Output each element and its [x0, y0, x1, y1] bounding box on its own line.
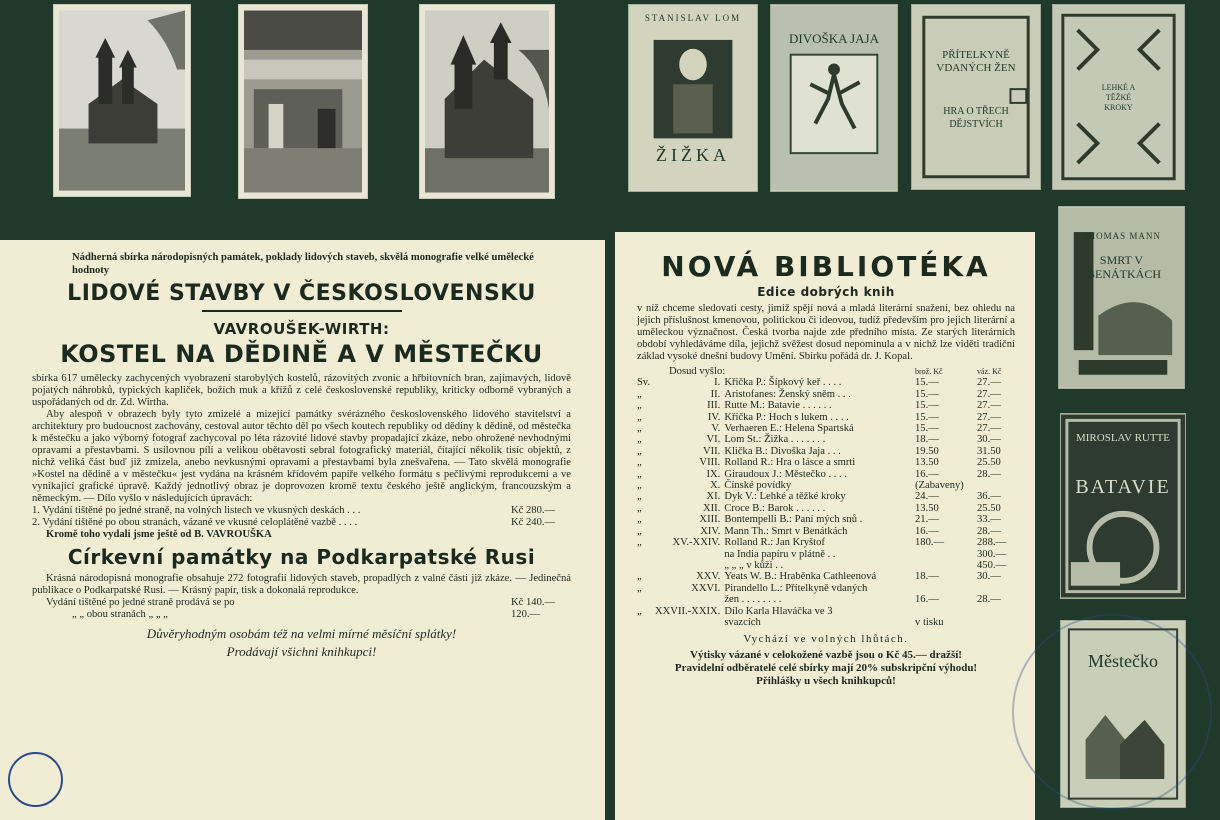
book-price-vaz: 27.— — [977, 377, 1001, 389]
book-entry: svazcích — [724, 616, 761, 628]
book-number: XV.-XXIV. — [672, 537, 721, 549]
book-price-broz: 16.— — [915, 525, 939, 537]
library-subtitle: Edice dobrých knih — [757, 285, 895, 299]
photo-church-interior — [238, 4, 368, 199]
book-price-broz: 13.50 — [915, 502, 939, 514]
library-description: v níž chceme sledovati cesty, jimiž spějí nová a mladá literární snažení, bez ohledu na jejich příslušnost kmenovou, politickou či ideovou, tudíž především pro jejich literární a uměleckou význačnost. Česká tvorba najde zde předního místa. Ze starých literárních období vyhledáváme díla, jejichž svěžest dosud nepominula a v nichž lze viděti tradiční základ vysoké dnešní budovy Umění. Sbírku pořádá dr. J. Kopal. — [637, 303, 1015, 362]
book-price-broz: 16.— — [915, 594, 939, 606]
installments-note: Důvěryhodným osobám též na velmi mírné měsíční splátky! — [146, 626, 457, 641]
book-price-broz — [915, 560, 977, 571]
leather-binding-note: Výtisky vázané v celokožené vazbě jsou o Kč 45.— dražší! — [690, 649, 962, 662]
museum-stamp-small — [8, 752, 63, 807]
book-row — [637, 560, 1015, 571]
book-number: VII. — [702, 445, 721, 457]
book-cover-lehke-a-tezke-kroky — [1052, 4, 1185, 190]
book-price-vaz: 27.— — [977, 388, 1001, 400]
also-published-line: Kromě toho vydali jsme ještě od B. VAVROUŠKA — [46, 529, 272, 540]
description-paragraph-2: Aby alespoň v obrazech byly tyto zmizelé a mizející památky svérázného československého lidového stavitelství a architektury pro budoucnost zachovány, cestoval autor těchto děl po všech koutech republiky od dědiny k dědině, od městečka k městečku a jako výborný fotograf zachycoval po léta rázovité lidové stavby propadající zkáze, nebo ohrožené nevhodnými opravami a přestavbami. S usilovnou pílí a velikou obětavostí sebral fotografický materiál, čítající několik tisíc objektů, z nichž veliká část buď již zmizela, anebo nevkusnými opravami a přestavbami byla znešvařena. — Tato skvělá monografie »Kostel na dědině a v městečku« jest vydána na krásném křídovém papíře velkého formátu s pečlivými reprodukcemi a ve vynikající grafické úpravě. Každý jednotlivý obraz je doprovozen kromě textu českého ještě anglickým, francouzským a německým. — Dílo vyšlo v následujících úpravách: — [32, 409, 571, 504]
book-prefix: „ — [637, 491, 642, 503]
book-number: IX. — [706, 468, 721, 480]
book-cover-divoska-jaja — [770, 4, 898, 192]
book-price-broz: 15.— — [915, 377, 939, 389]
book-entry: Dyk V.: Lehké a těžké kroky — [724, 491, 846, 503]
book-prefix: „ — [637, 571, 642, 583]
photo-wooden-belfry — [419, 4, 555, 199]
second-price: Kč 140.— — [511, 597, 556, 608]
book-price-broz: 19.50 — [915, 445, 939, 457]
book-price-broz — [915, 583, 977, 594]
book-number: IV. — [707, 411, 721, 423]
cover-title: BATAVIE — [1075, 476, 1171, 498]
edition-label: 2. Vydání tištěné po obou stranách, vázané ve vkusné celoplátěné vazbě . . . . — [32, 517, 358, 528]
book-entry: Klička B.: Divoška Jaja . . . — [724, 445, 841, 457]
book-prefix: „ — [637, 525, 642, 537]
book-entry: Čínské povídky — [724, 480, 792, 492]
book-entry: Rolland R.: Jan Kryštof — [724, 537, 825, 549]
book-price-broz: 15.— — [915, 400, 939, 412]
book-row — [637, 377, 1015, 388]
book-price-broz: 15.— — [915, 411, 939, 423]
book-entry: Mann Th.: Smrt v Benátkách — [724, 525, 848, 537]
book-row — [637, 423, 1015, 434]
book-number: XXVI. — [691, 582, 721, 594]
book-price-broz: v tisku — [915, 616, 944, 628]
book-row — [637, 434, 1015, 445]
book-price-vaz: 450.— — [977, 559, 1007, 571]
book-entry: Bontempelli B.: Paní mých snů . — [724, 514, 863, 526]
book-prefix: „ — [637, 480, 642, 492]
book-row — [637, 514, 1015, 525]
book-prefix: „ — [637, 423, 642, 435]
book-entry: Yeats W. B.: Hraběnka Cathleenová — [724, 571, 877, 583]
book-row — [637, 457, 1015, 468]
edition-price: Kč 280.— — [511, 505, 556, 516]
book-cover-zizka — [628, 4, 758, 192]
cover-title: DIVOŠKA JAJA — [789, 31, 879, 46]
edition-label: 1. Vydání tištěné po jedné straně, na volných listech ve vkusných deskách . . . — [32, 505, 361, 516]
edition-row — [32, 505, 571, 517]
book-entry: Giraudoux J.: Městečko . . . . — [724, 468, 848, 480]
book-entry: Verhaeren E.: Helena Spartská — [724, 423, 854, 435]
book-title: KOSTEL NA DĚDINĚ A V MĚSTEČKU — [60, 340, 543, 368]
book-entry: Croce B.: Barok . . . . . . — [724, 502, 826, 514]
book-price-broz: 21.— — [915, 514, 939, 526]
book-number: II. — [710, 388, 721, 400]
book-price-vaz: 30.— — [977, 571, 1001, 583]
book-number: VI. — [706, 434, 721, 446]
book-price-broz: 16.— — [915, 468, 939, 480]
book-prefix: „ — [637, 445, 642, 457]
book-price-broz: 15.— — [915, 388, 939, 400]
book-row — [637, 469, 1015, 480]
second-book-description: Krásná národopisná monografie obsahuje 272 fotografií lidových staveb, propadlých z valné části již zkáze. — Jedinečná publikace o Podkarpatské Rusi. — Krásný papír, tisk a dokonalá reprodukce. — [32, 573, 571, 596]
book-row — [637, 480, 1015, 491]
book-prefix: Sv. — [637, 377, 651, 389]
book-number: I. — [714, 377, 721, 389]
book-price-vaz: 28.— — [977, 468, 1001, 480]
cover-title: PŘÍTELKYNĚ VDANÝCH ŽEN — [936, 49, 1016, 74]
book-prefix — [637, 560, 655, 571]
left-advertisement-page — [0, 240, 605, 820]
book-cover-batavie — [1060, 413, 1186, 599]
book-entry: Rutte M.: Batavie . . . . . . — [724, 400, 832, 412]
intro-text: Nádherná sbírka národopisných památek, poklady lidových staveb, skvělá monografie velké umělecké hodnoty — [72, 252, 534, 276]
column-header-broz: brož. Kč — [915, 367, 943, 376]
subscription-note: Pravidelní odběratelé celé sbírky mají 20% subskripční výhodu! — [674, 662, 978, 675]
book-prefix: „ — [637, 502, 642, 514]
book-list — [637, 366, 1015, 628]
edition-row — [32, 517, 571, 529]
book-entry: Lom St.: Žižka . . . . . . . — [724, 434, 826, 446]
book-number — [655, 549, 724, 560]
book-price-vaz: 28.— — [977, 525, 1001, 537]
book-prefix — [637, 594, 655, 605]
second-price-label: „ „ obou stranách „ „ „ — [72, 609, 168, 620]
book-price-vaz: 33.— — [977, 514, 1001, 526]
book-list-header — [637, 366, 1015, 377]
cover-title: ŽIŽKA — [656, 145, 730, 165]
book-price-vaz: 27.— — [977, 423, 1001, 435]
applications-note: Přihlášky u všech knihkupců! — [756, 675, 896, 688]
book-price-vaz: 28.— — [977, 594, 1001, 606]
book-number — [655, 617, 724, 628]
book-cover-smrt-v-benatkach — [1058, 206, 1185, 389]
cover-subtitle: HRA O TŘECH DĚJSTVÍCH — [943, 106, 1009, 130]
book-row — [637, 594, 1015, 605]
book-prefix — [637, 549, 655, 560]
second-price-label: Vydání tištěné po jedné straně prodává se po — [46, 597, 235, 608]
book-prefix: „ — [637, 434, 642, 446]
book-price-vaz: 36.— — [977, 491, 1001, 503]
column-header-vaz: váz. Kč — [977, 367, 1002, 376]
list-header-label: Dosud vyšlo: — [669, 366, 726, 377]
book-entry: Aristofanes: Ženský sněm . . . — [724, 388, 851, 400]
book-row — [637, 526, 1015, 537]
book-price-vaz: 30.— — [977, 434, 1001, 446]
book-prefix: „ — [637, 468, 642, 480]
book-prefix: „ — [637, 411, 642, 423]
book-number: VIII. — [699, 457, 721, 469]
second-book-title: Církevní památky na Podkarpatské Rusi — [67, 545, 536, 569]
book-row — [637, 583, 1015, 594]
cover-author: STANISLAV LOM — [644, 13, 742, 23]
book-prefix: „ — [637, 605, 642, 617]
cover-title: SMRT V BENÁTKÁCH — [1087, 253, 1161, 281]
book-number — [655, 560, 724, 571]
book-prefix: „ — [637, 582, 642, 594]
book-price-broz: 180.— — [915, 537, 945, 549]
title-divider — [202, 310, 402, 312]
book-price-broz: (Zabaveny) — [915, 480, 964, 492]
book-entry: Křička P.: Šípkový keř . . . . — [724, 377, 842, 389]
book-row — [637, 503, 1015, 514]
book-row — [637, 571, 1015, 582]
book-entry: žen . . . . . . . . — [724, 594, 782, 606]
book-number: XXVII.-XXIX. — [655, 605, 721, 617]
second-price: 120.— — [511, 609, 541, 620]
right-advertisement-page — [615, 232, 1035, 820]
book-entry: Křička P.: Hoch s lukem . . . . — [724, 411, 849, 423]
cover-author: THOMAS MANN — [1082, 231, 1161, 241]
book-price-broz: 24.— — [915, 491, 939, 503]
book-entry: Rolland R.: Hra o lásce a smrti — [724, 457, 856, 469]
book-price-vaz — [977, 617, 1015, 628]
library-title: NOVÁ BIBLIOTÉKA — [661, 250, 991, 283]
book-price-vaz: 25.50 — [977, 502, 1001, 514]
book-price-broz: 15.— — [915, 423, 939, 435]
book-number: XII. — [702, 502, 721, 514]
book-price-vaz: 27.— — [977, 411, 1001, 423]
cover-title: Městečko — [1088, 651, 1158, 671]
cover-title: LEHKÉ A TĚŽKÉ KROKY — [1101, 83, 1136, 112]
book-prefix: „ — [637, 457, 642, 469]
loose-sheets-note: Vychází ve volných lhůtách. — [743, 633, 909, 646]
book-price-vaz — [977, 480, 1015, 491]
museum-stamp-large — [1012, 614, 1212, 810]
book-number — [655, 594, 724, 605]
book-row — [637, 400, 1015, 411]
main-title: LIDOVÉ STAVBY V ČESKOSLOVENSKU — [67, 281, 536, 306]
book-row — [637, 491, 1015, 502]
book-price-broz: 13.50 — [915, 457, 939, 469]
book-row — [637, 389, 1015, 400]
book-price-broz — [915, 606, 977, 617]
book-row — [637, 549, 1015, 560]
book-price-broz — [915, 549, 977, 560]
book-number: III. — [707, 400, 721, 412]
book-number: XI. — [706, 491, 721, 503]
second-price-row — [32, 597, 571, 609]
book-price-vaz: 25.50 — [977, 457, 1001, 469]
book-row — [637, 537, 1015, 548]
book-row — [637, 446, 1015, 457]
book-cover-pritelkyne — [911, 4, 1041, 190]
book-price-vaz: 27.— — [977, 400, 1001, 412]
book-prefix: „ — [637, 514, 642, 526]
book-entry: Pirandello L.: Přítelkyně vdaných — [724, 582, 868, 594]
book-number: XIII. — [699, 514, 721, 526]
book-prefix: „ — [637, 537, 642, 549]
second-price-row — [32, 609, 571, 621]
book-prefix — [637, 617, 655, 628]
book-row — [637, 617, 1015, 628]
book-price-vaz: 300.— — [977, 548, 1007, 560]
book-price-vaz — [977, 606, 1015, 617]
description-paragraph-1: sbírka 617 umělecky zachycených vyobrazení starobylých kostelů, rázovitých zvonic a hřbitovních bran, zajímavých, lidově pojatých náhrobků, typických kapliček, božích muk a křížů z celé československé republiky, kriticky odborně vybraných a uspořádaných od dr. Zd. Wirtha. — [32, 373, 571, 408]
edition-price: Kč 240.— — [511, 517, 556, 528]
authors-heading: VAVROUŠEK-WIRTH: — [213, 320, 390, 338]
book-entry: na India papíru v plátně . . — [724, 548, 836, 560]
book-row — [637, 606, 1015, 617]
cover-author: MIROSLAV RUTTE — [1075, 432, 1171, 444]
book-number: XXV. — [696, 571, 721, 583]
book-number: X. — [710, 480, 721, 492]
book-entry: Dílo Karla Hlaváčka ve 3 — [724, 605, 833, 617]
book-row — [637, 412, 1015, 423]
book-price-vaz — [977, 583, 1015, 594]
book-price-broz: 18.— — [915, 571, 939, 583]
book-price-vaz: 31.50 — [977, 445, 1001, 457]
booksellers-note: Prodávají všichni knihkupci! — [226, 644, 377, 659]
book-entry: „ „ „ v kůži . . — [724, 559, 784, 571]
book-number: XIV. — [700, 525, 721, 537]
book-prefix: „ — [637, 400, 642, 412]
book-number: V. — [711, 423, 721, 435]
book-prefix: „ — [637, 388, 642, 400]
photo-wooden-church — [53, 4, 191, 197]
book-price-vaz: 288.— — [977, 537, 1007, 549]
book-price-broz: 18.— — [915, 434, 939, 446]
